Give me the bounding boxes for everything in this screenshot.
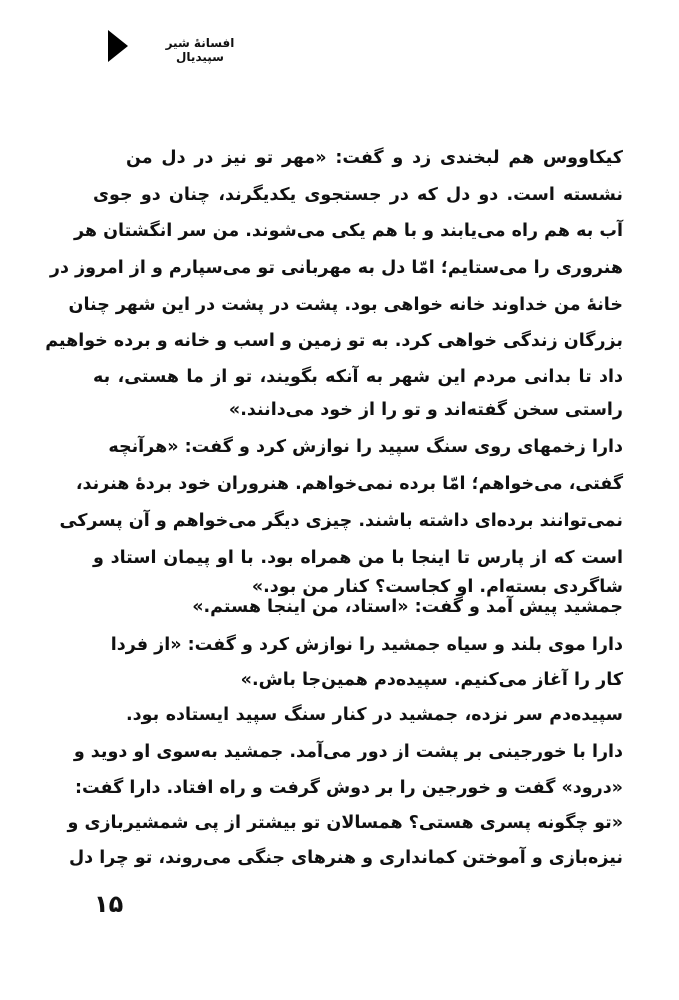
- text-line: «تو چگونه پسری هستی؟ همسالان تو بیشتر از پی شمشیربازی و: [67, 813, 623, 833]
- text-line: نمی‌توانند برده‌ای داشته باشند. چیزی دیگر می‌خواهم و آن پسرکی: [59, 511, 623, 531]
- text-line: شاگردی بسته‌ام. او کجاست؟ کنار من بود.»: [251, 577, 623, 597]
- text-line: دارا زخمهای روی سنگ سپید را نوازش کرد و گفت: «هرآنچه: [108, 437, 623, 457]
- text-line: کار را آغاز می‌کنیم. سپیده‌دم همین‌جا باش.»: [240, 670, 623, 690]
- text-line: جمشید پیش آمد و گفت: «استاد، من اینجا هستم.»: [192, 597, 623, 617]
- text-line: نشسته است. دو دل که در جستجوی یکدیگرند، چنان دو جوی: [93, 185, 623, 205]
- text-line: گفتی، می‌خواهم؛ امّا برده نمی‌خواهم. هنروران خود بردهٔ هنرند،: [75, 474, 623, 494]
- text-line: سپیده‌دم سر نزده، جمشید در کنار سنگ سپید ایستاده بود.: [126, 705, 623, 725]
- text-line: داد تا بدانی مردم این شهر به آنکه بگویند، تو از ما هستی، به: [93, 367, 623, 387]
- text-line: راستی سخن گفته‌اند و تو را از خود می‌دانند.»: [228, 400, 623, 420]
- text-line: است که از پارس تا اینجا با من همراه بود. با او پیمان استاد و: [93, 548, 623, 568]
- text-line: کیکاووس هم لبخندی زد و گفت: «مهر تو نیز در دل من: [126, 148, 623, 168]
- text-line: خانهٔ من خداوند خانه خواهی بود. پشت در پشت در این شهر چنان: [68, 295, 623, 315]
- text-line: نیزه‌بازی و آموختن کمانداری و هنرهای جنگی می‌روند، تو چرا دل: [68, 848, 623, 868]
- text-line: بزرگان زندگی خواهی کرد. به تو زمین و اسب و خانه و برده خواهیم: [45, 331, 623, 351]
- page-marker-triangle-icon: [108, 30, 128, 62]
- text-line: دارا موی بلند و سیاه جمشید را نوازش کرد و گفت: «از فردا: [110, 635, 623, 655]
- page-number: ۱۵: [94, 890, 124, 918]
- running-title: افسانهٔ شیر سپیدیال: [165, 36, 235, 64]
- text-line: «درود» گفت و خورجین را بر دوش گرفت و راه افتاد. دارا گفت:: [75, 778, 623, 798]
- text-line: دارا با خورجینی بر پشت از دور می‌آمد. جمشید به‌سوی او دوید و: [73, 742, 623, 762]
- text-line: هنروری را می‌ستایم؛ امّا دل به مهربانی تو می‌سپارم و از امروز در: [49, 258, 623, 278]
- text-line: آب به هم راه می‌یابند و با هم یکی می‌شوند. من سر انگشتان هر: [73, 221, 623, 241]
